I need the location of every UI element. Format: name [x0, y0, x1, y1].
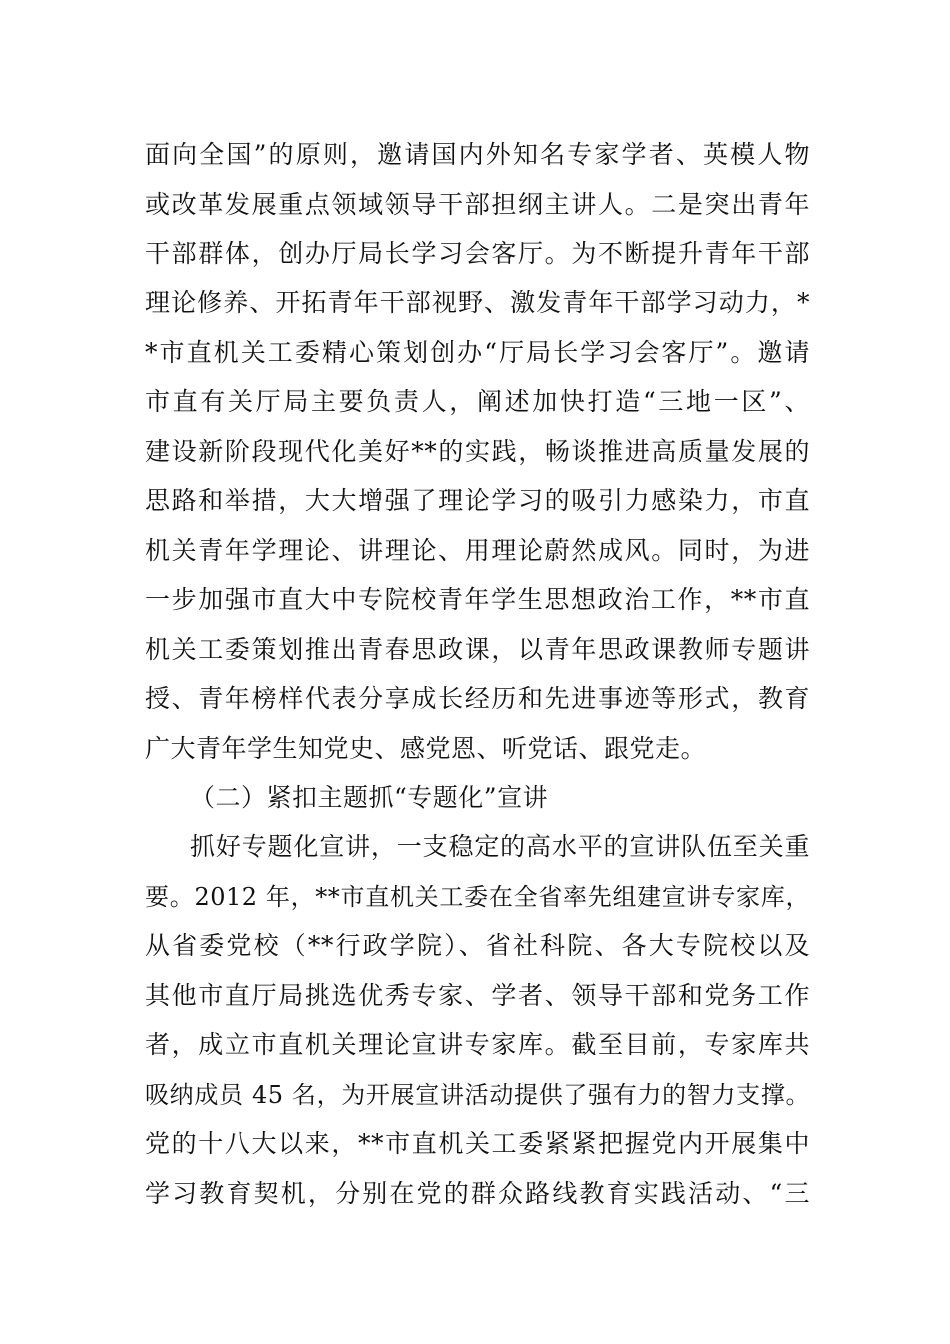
section-heading: （二）紧扣主题抓“专题化”宣讲	[190, 783, 549, 812]
text-line: 市直有关厅局主要负责人，阐述加快打造“三地一区”、	[145, 387, 810, 416]
text-line: *市直机关工委精心策划创办“厅局长学习会客厅”。邀请	[145, 338, 810, 367]
text-line: 广大青年学生知党史、感党恩、听党话、跟党走。	[145, 734, 707, 763]
text-line: 党的十八大以来，**市直机关工委紧紧把握党内开展集中	[145, 1129, 810, 1158]
text-line: 面向全国”的原则，邀请国内外知名专家学者、英模人物	[145, 140, 810, 169]
text-line: 其他市直厅局挑选优秀专家、学者、领导干部和党务工作	[145, 981, 810, 1010]
text-line: 要。2012 年，**市直机关工委在全省率先组建宣讲专家库，	[145, 883, 810, 911]
text-line: 干部群体，创办厅局长学习会客厅。为不断提升青年干部	[145, 239, 810, 268]
text-line: 思路和举措，大大增强了理论学习的吸引力感染力，市直	[145, 486, 810, 515]
text-line: 一步加强市直大中专院校青年学生思想政治工作，**市直	[145, 585, 810, 614]
text-line: 理论修养、开拓青年干部视野、激发青年干部学习动力，*	[145, 288, 810, 317]
text-line: 机关工委策划推出青春思政课，以青年思政课教师专题讲	[145, 635, 810, 664]
text-line: 学习教育契机，分别在党的群众路线教育实践活动、“三	[145, 1179, 810, 1208]
text-line: 抓好专题化宣讲，一支稳定的高水平的宣讲队伍至关重	[190, 832, 810, 861]
text-line: 授、青年榜样代表分享成长经历和先进事迹等形式，教育	[145, 684, 810, 713]
text-line: 机关青年学理论、讲理论、用理论蔚然成风。同时，为进	[145, 536, 810, 565]
text-line: 建设新阶段现代化美好**的实践，畅谈推进高质量发展的	[145, 437, 810, 466]
text-line: 吸纳成员 45 名，为开展宣讲活动提供了强有力的智力支撑。	[145, 1081, 810, 1109]
text-line: 或改革发展重点领域领导干部担纲主讲人。二是突出青年	[145, 190, 810, 219]
text-line: 从省委党校（**行政学院）、省社科院、各大专院校以及	[145, 931, 810, 960]
text-line: 者，成立市直机关理论宣讲专家库。截至目前，专家库共	[145, 1030, 810, 1059]
